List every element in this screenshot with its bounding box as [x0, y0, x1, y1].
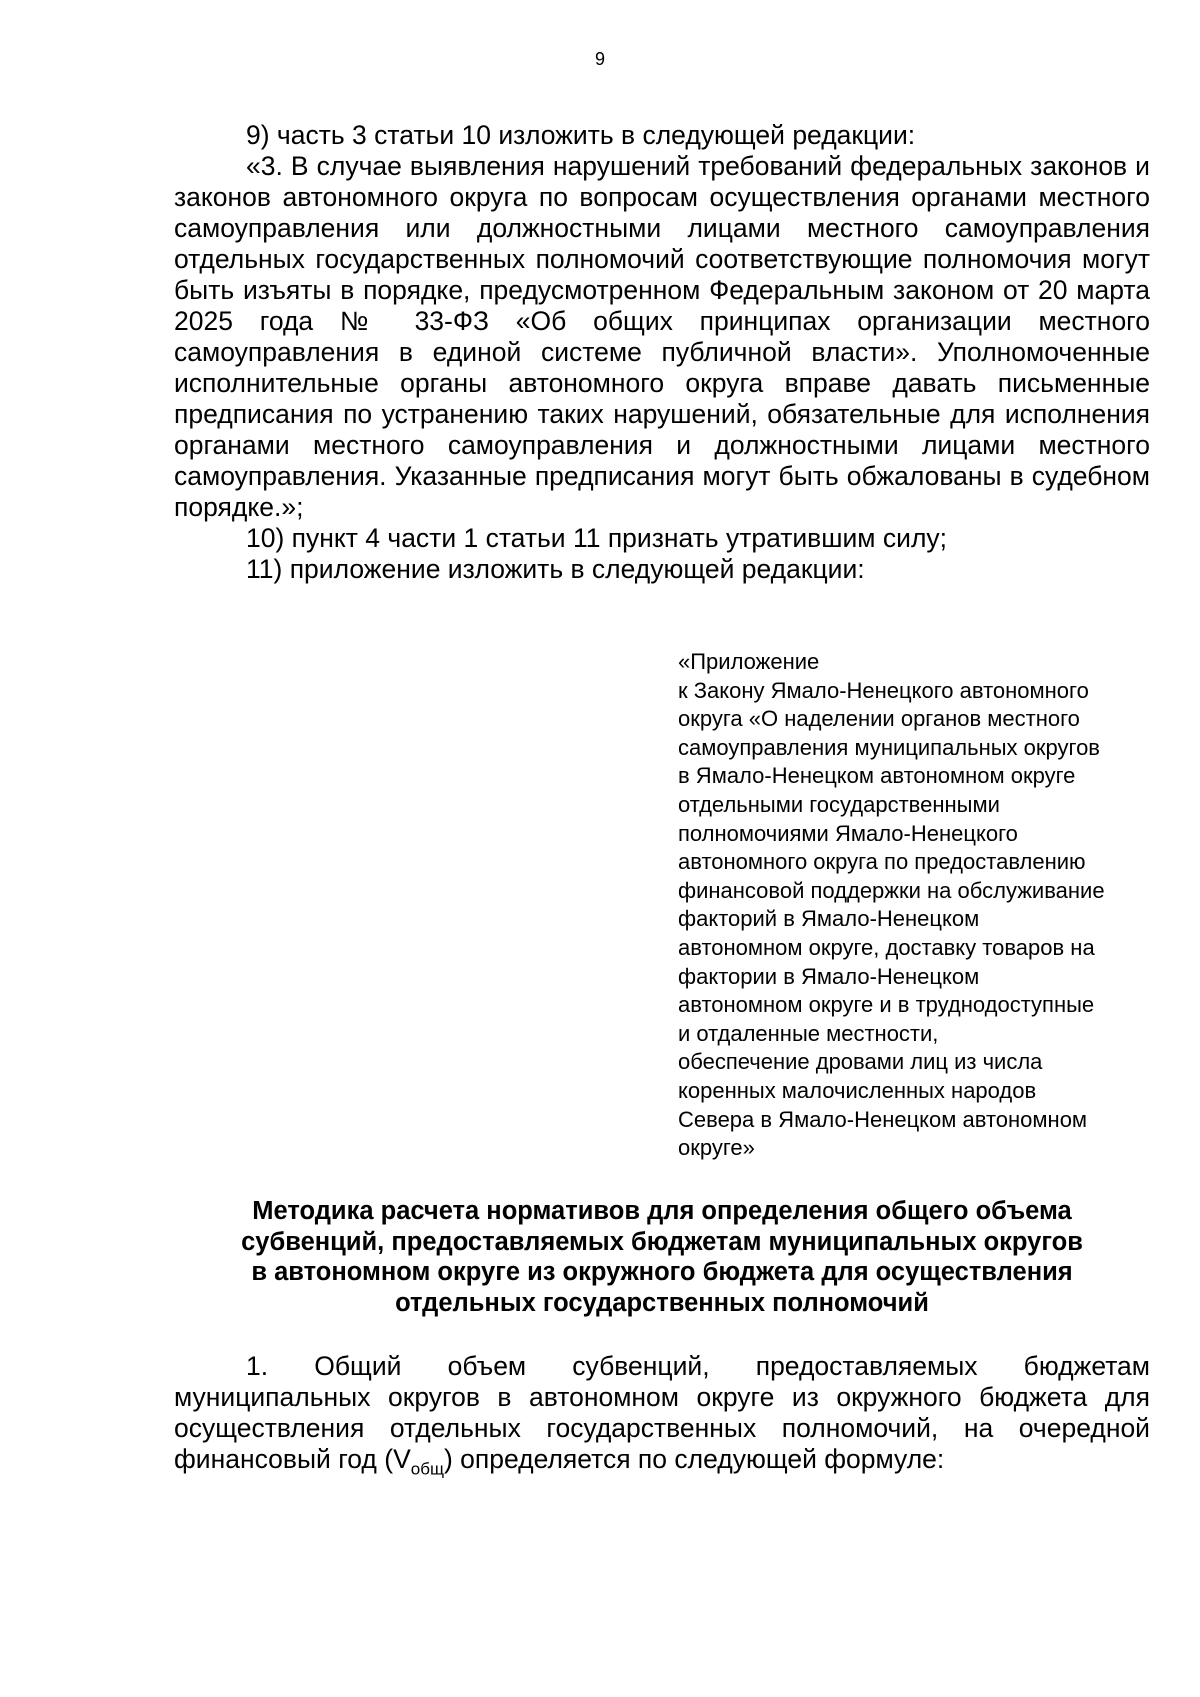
section-1-text-before: 1. Общий объем субвенций, предоставляемых бюджетам муниципальных округов в автономном округе из окружного бюджета для осуществления отдельных государственных полномочий, на очередной финансовый год (: [174, 1351, 1150, 1474]
heading-line: Методика расчета нормативов для определения общего объема: [252, 1197, 1072, 1225]
section-1-text-after: ) определяется по следующей формуле:: [443, 1444, 945, 1474]
page-number: 9: [594, 49, 605, 69]
heading-line: субвенций, предоставляемых бюджетам муниципальных округов: [241, 1227, 1083, 1256]
paragraph-item-10: 10) пункт 4 части 1 статьи 11 признать утратившим силу;: [246, 523, 948, 553]
appendix-caption: «Приложение к Закону Ямало-Ненецкого автономного округа «О наделении органов местного самоуправления муниципальных округов в Ямало-Ненецком автономном округе отдельными государственными полномочиями Ямало-Ненецкого автономного округа по предоставлению финансовой поддержки на обслуживание факторий в Ямало-Ненецком автономном округе, доставку товаров на фактории в Ямало-Ненецком автономном округе и в труднодоступные и отдаленные местности, обеспечение дровами лиц из числа коренных малочисленных народов Севера в Ямало-Ненецком автономном округе»: [678, 649, 1105, 1161]
amendments-block: [174, 120, 1150, 585]
heading-line: в автономном округе из окружного бюджета для осуществления: [251, 1258, 1073, 1286]
paragraph-quoted-part-3: «3. В случае выявления нарушений требований федеральных законов и законов автономного округа по вопросам осуществления органами местного самоуправления или должностными лицами местного самоуправления отдельных государственных полномочий соответствующие полномочия могут быть изъяты в порядке, предусмотренном Федеральным законом от 20 марта 2025 года № 33-ФЗ «Об общих принципах организации местного самоуправления в единой системе публичной власти». Уполномоченные исполнительные органы автономного округа вправе давать письменные предписания по устранению таких нарушений, обязательные для исполнения органами местного самоуправления и должностными лицами местного самоуправления. Указанные предписания могут быть обжалованы в судебном порядке.»;: [174, 151, 1150, 522]
methodology-heading: [174, 1196, 1150, 1318]
heading-line: отдельных государственных полномочий: [395, 1288, 929, 1317]
formula-subscript: общ: [410, 1459, 444, 1479]
methodology-section-1: [174, 1351, 1150, 1479]
paragraph-item-11: 11) приложение изложить в следующей редакции:: [246, 554, 865, 584]
paragraph-section-1: [174, 1351, 1150, 1479]
paragraph-item-9: 9) часть 3 статьи 10 изложить в следующей редакции:: [246, 120, 916, 150]
formula-symbol: V: [393, 1444, 411, 1474]
